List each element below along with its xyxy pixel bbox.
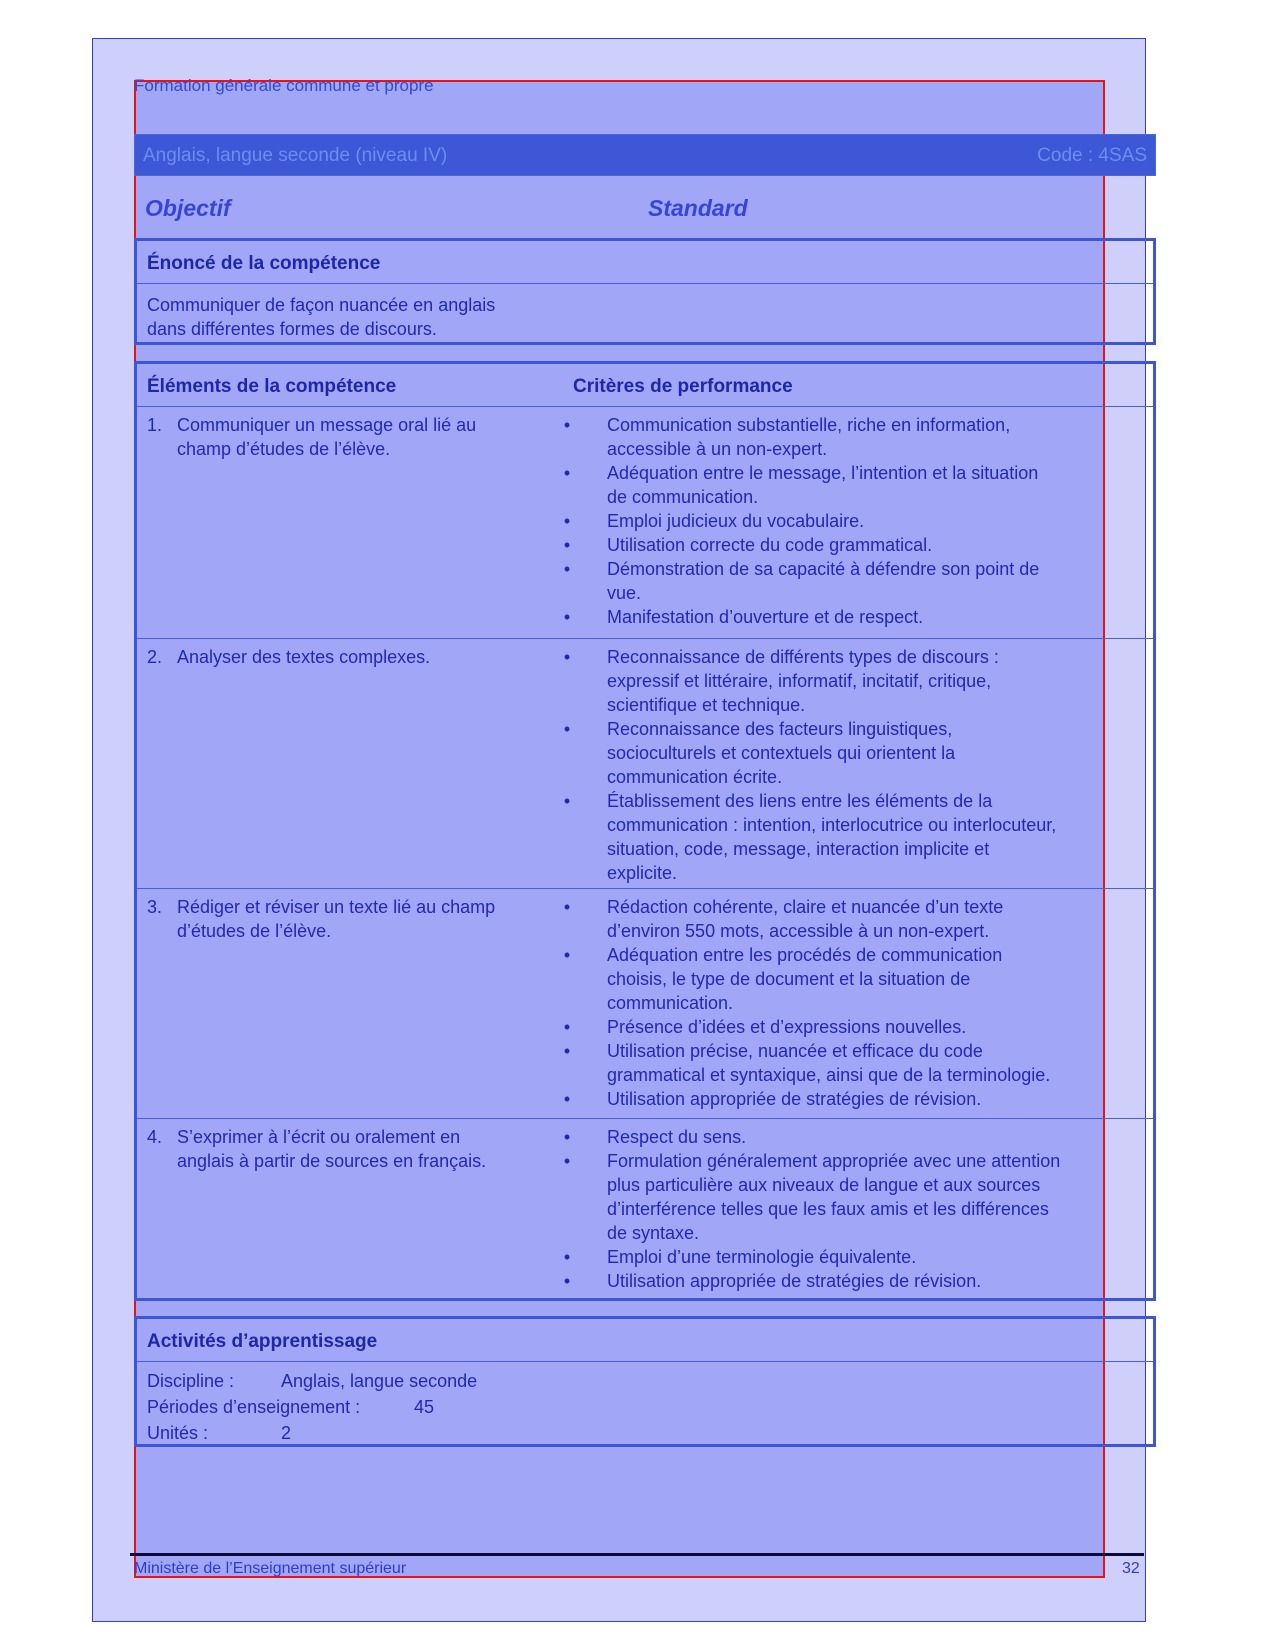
element-number: 3. xyxy=(147,897,163,917)
list-item: • Utilisation appropriée de stratégies de révision. xyxy=(607,1087,1132,1111)
bullet-icon: • xyxy=(563,945,571,965)
list-item: • Adéquation entre le message, l’intention et la situation de communication. xyxy=(607,461,1132,509)
list-item: • Utilisation appropriée de stratégies de révision. xyxy=(607,1269,1132,1293)
enonce-box xyxy=(134,238,1156,345)
unites-label: Unités : xyxy=(147,1423,209,1443)
enonce-title: Énoncé de la compétence xyxy=(147,253,381,274)
list-item: • Démonstration de sa capacité à défendre son point de vue. xyxy=(607,557,1132,605)
list-item: • Présence d’idées et d’expressions nouvelles. xyxy=(607,1015,1132,1039)
bullet-icon: • xyxy=(563,1041,571,1061)
list-item: • Respect du sens. xyxy=(607,1125,1132,1149)
criteria-header: Critères de performance xyxy=(573,376,793,397)
list-item: • Emploi d’une terminologie équivalente. xyxy=(607,1245,1132,1269)
list-item: • Utilisation correcte du code grammatical. xyxy=(607,533,1132,557)
divider xyxy=(137,406,1153,407)
list-item: • Établissement des liens entre les éléments de la communication : intention, interlocutrice ou interlocuteur, situation, code, message, interaction implicite et explicite. xyxy=(607,789,1132,885)
bullet-icon: • xyxy=(563,719,571,739)
element-text: Communiquer un message oral lié au champ d’études de l’élève. xyxy=(177,415,477,459)
bullet-icon: • xyxy=(563,1017,571,1037)
list-item: • Rédaction cohérente, claire et nuancée d’un texte d’environ 550 mots, accessible à un non-expert. xyxy=(607,895,1132,943)
element-number: 2. xyxy=(147,647,163,667)
list-item: • Reconnaissance de différents types de discours : expressif et littéraire, informatif, incitatif, critique, scientifique et technique. xyxy=(607,645,1132,717)
bullet-icon: • xyxy=(563,897,571,917)
list-item: • Communication substantielle, riche en information, accessible à un non-expert. xyxy=(607,413,1132,461)
divider xyxy=(137,888,1153,889)
periodes-value: 45 xyxy=(414,1397,435,1417)
divider xyxy=(137,283,1153,284)
discipline-label: Discipline : xyxy=(147,1371,235,1391)
objectif-heading: Objectif xyxy=(145,195,231,221)
list-item: • Utilisation précise, nuancée et efficace du code grammatical et syntaxique, ainsi que de la terminologie. xyxy=(607,1039,1132,1087)
periodes-label: Périodes d’enseignement : xyxy=(147,1397,361,1417)
list-item: • Formulation généralement appropriée avec une attention plus particulière aux niveaux de langue et aux sources d’interférence telles que les faux amis et les différences de syntaxe. xyxy=(607,1149,1132,1245)
footer-rule xyxy=(130,1553,1144,1556)
bullet-icon: • xyxy=(563,415,571,435)
bullet-icon: • xyxy=(563,647,571,667)
running-head: Formation générale commune et propre xyxy=(134,76,434,95)
discipline-value: Anglais, langue seconde xyxy=(281,1371,478,1391)
table-row xyxy=(137,895,1153,1115)
activites-title: Activités d’apprentissage xyxy=(147,1331,378,1352)
table-row xyxy=(137,645,1153,883)
bullet-icon: • xyxy=(563,511,571,531)
criteria-list xyxy=(563,1125,1132,1293)
bullet-icon: • xyxy=(563,559,571,579)
criteria-list xyxy=(563,895,1132,1111)
bullet-icon: • xyxy=(563,1151,571,1171)
divider xyxy=(137,1361,1153,1362)
enonce-line-1: Communiquer de façon nuancée en anglais xyxy=(147,295,496,315)
competence-table xyxy=(134,361,1156,1301)
bullet-icon: • xyxy=(563,791,571,811)
bullet-icon: • xyxy=(563,1271,571,1291)
enonce-line-2: dans différentes formes de discours. xyxy=(147,319,437,339)
list-item: • Emploi judicieux du vocabulaire. xyxy=(607,509,1132,533)
bullet-icon: • xyxy=(563,535,571,555)
bullet-icon: • xyxy=(563,463,571,483)
activites-box xyxy=(134,1316,1156,1447)
element-number: 1. xyxy=(147,415,163,435)
course-code: Code : 4SAS xyxy=(1037,145,1147,166)
table-row xyxy=(137,413,1153,633)
page-number: 32 xyxy=(1122,1560,1140,1577)
criteria-list xyxy=(563,645,1132,885)
standard-heading: Standard xyxy=(648,195,748,221)
bullet-icon: • xyxy=(563,607,571,627)
element-text: S’exprimer à l’écrit ou oralement en anglais à partir de sources en français. xyxy=(177,1127,487,1171)
elements-header: Éléments de la compétence xyxy=(147,376,397,397)
criteria-list xyxy=(563,413,1132,629)
list-item: • Manifestation d’ouverture et de respect. xyxy=(607,605,1132,629)
course-banner xyxy=(134,134,1156,176)
list-item: • Reconnaissance des facteurs linguistiques, socioculturels et contextuels qui orientent la communication écrite. xyxy=(607,717,1132,789)
divider xyxy=(137,638,1153,639)
element-text: Analyser des textes complexes. xyxy=(177,647,431,667)
element-number: 4. xyxy=(147,1127,163,1147)
divider xyxy=(137,1118,1153,1119)
element-text: Rédiger et réviser un texte lié au champ d’études de l’élève. xyxy=(177,897,496,941)
table-row xyxy=(137,1125,1153,1295)
course-title: Anglais, langue seconde (niveau IV) xyxy=(143,145,448,166)
bullet-icon: • xyxy=(563,1127,571,1147)
footer-ministry: Ministère de l’Enseignement supérieur xyxy=(134,1560,407,1577)
bullet-icon: • xyxy=(563,1089,571,1109)
unites-value: 2 xyxy=(281,1423,292,1443)
list-item: • Adéquation entre les procédés de communication choisis, le type de document et la situation de communication. xyxy=(607,943,1132,1015)
bullet-icon: • xyxy=(563,1247,571,1267)
